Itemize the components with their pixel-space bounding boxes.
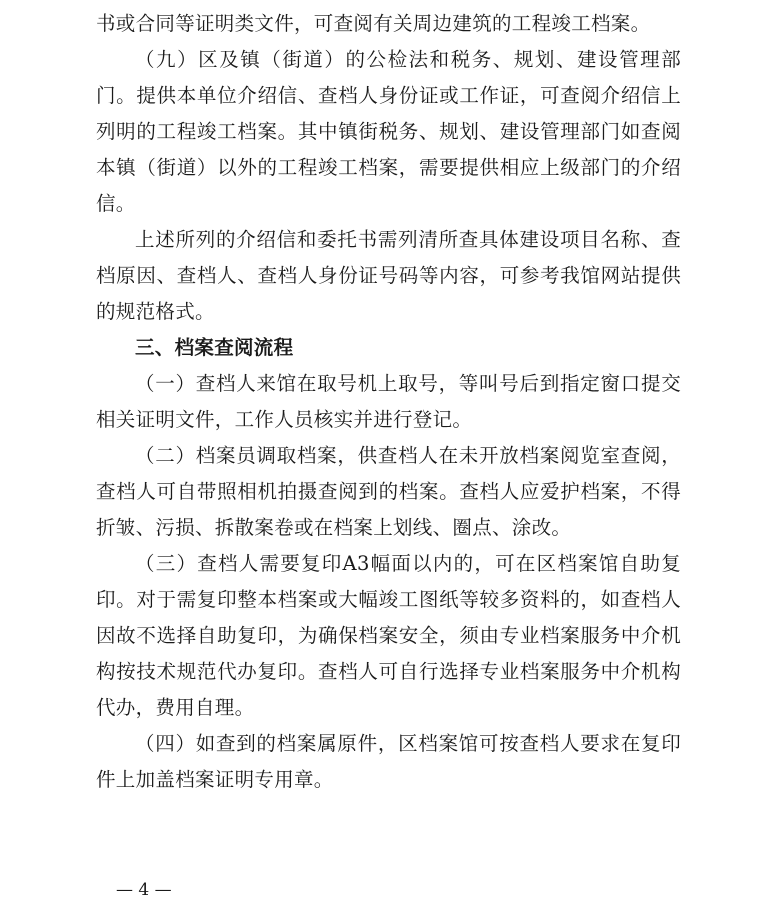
page-number: — 4 — <box>116 880 172 900</box>
section-heading: 三、档案查阅流程 <box>135 336 294 359</box>
paragraph-step-2: （二）档案员调取档案，供查档人在未开放档案阅览室查阅，查档人可自带照相机拍摄查阅到的档案。查档人应爱护档案，不得折皱、污损、拆散案卷或在档案上划线、圈点、涂改。 <box>96 444 681 539</box>
paragraph-step-1: （一）查档人来馆在取号机上取号，等叫号后到指定窗口提交相关证明文件，工作人员核实并进行登记。 <box>96 372 681 431</box>
paragraph-step-4: （四）如查到的档案属原件，区档案馆可按查档人要求在复印件上加盖档案证明专用章。 <box>96 732 681 791</box>
paragraph-continuation: 书或合同等证明类文件，可查阅有关周边建筑的工程竣工档案。 <box>96 12 651 35</box>
paragraph-step-3: （三）查档人需要复印A3幅面以内的，可在区档案馆自助复印。对于需复印整本档案或大幅竣工图纸等较多资料的，如查档人因故不选择自助复印，为确保档案安全，须由专业档案服务中介机构按技术规范代办复印。查档人可自行选择专业档案服务中介机构代办，费用自理。 <box>96 552 681 719</box>
document-body <box>96 6 681 798</box>
paragraph-note: 上述所列的介绍信和委托书需列清所查具体建设项目名称、查档原因、查档人、查档人身份证号码等内容，可参考我馆网站提供的规范格式。 <box>96 228 681 323</box>
paragraph-item-9: （九）区及镇（街道）的公检法和税务、规划、建设管理部门。提供本单位介绍信、查档人身份证或工作证，可查阅介绍信上列明的工程竣工档案。其中镇街税务、规划、建设管理部门如查阅本镇（街道）以外的工程竣工档案，需要提供相应上级部门的介绍信。 <box>96 48 681 215</box>
